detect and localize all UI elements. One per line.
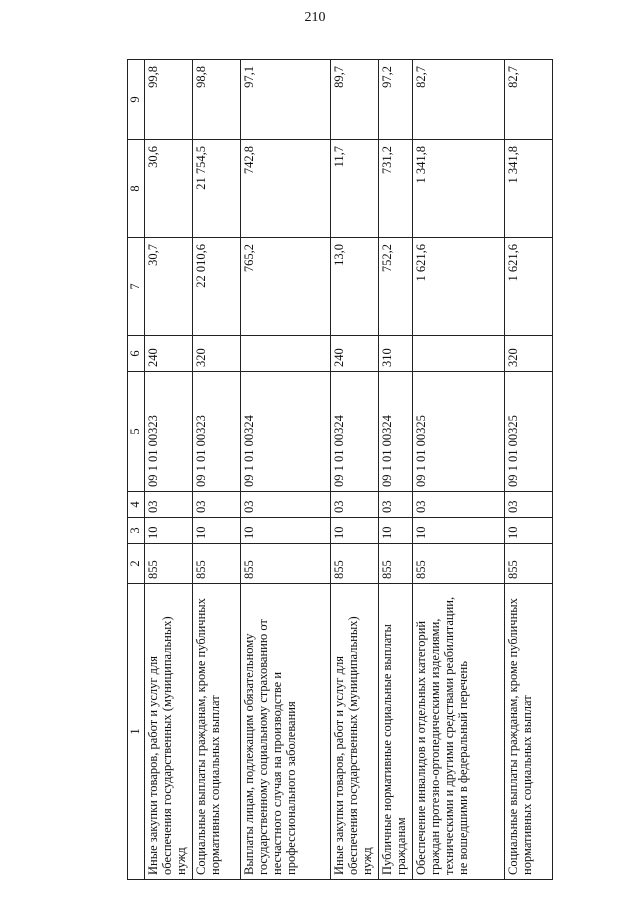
cell-section: 10 — [145, 518, 193, 544]
row-name: Социальные выплаты гражданам, кроме публичных нормативных социальных выплат — [193, 584, 241, 880]
table-row — [413, 60, 505, 880]
cell-actual: 1 341,8 — [413, 140, 505, 238]
cell-code: 855 — [241, 544, 331, 584]
cell-subsection: 03 — [193, 492, 241, 518]
table-row — [379, 60, 413, 880]
header-cell: 1 — [128, 584, 145, 880]
cell-plan: 1 621,6 — [413, 238, 505, 336]
row-name: Социальные выплаты гражданам, кроме публичных нормативных социальных выплат — [505, 584, 553, 880]
cell-section: 10 — [413, 518, 505, 544]
cell-article: 09 1 01 00325 — [413, 372, 505, 492]
header-cell: 3 — [128, 518, 145, 544]
cell-subsection: 03 — [413, 492, 505, 518]
page-number: 210 — [304, 10, 326, 25]
cell-code: 855 — [331, 544, 379, 584]
cell-expense-type: 240 — [145, 336, 193, 372]
cell-section: 10 — [193, 518, 241, 544]
cell-code: 855 — [505, 544, 553, 584]
cell-percent: 82,7 — [505, 60, 553, 140]
header-cell: 8 — [128, 140, 145, 238]
cell-section: 10 — [241, 518, 331, 544]
cell-plan: 13,0 — [331, 238, 379, 336]
cell-plan: 22 010,6 — [193, 238, 241, 336]
budget-table — [127, 59, 553, 880]
cell-code: 855 — [193, 544, 241, 584]
cell-plan: 752,2 — [379, 238, 413, 336]
cell-article: 09 1 01 00324 — [379, 372, 413, 492]
cell-subsection: 03 — [145, 492, 193, 518]
cell-expense-type — [413, 336, 505, 372]
header-cell: 9 — [128, 60, 145, 140]
cell-article: 09 1 01 00323 — [193, 372, 241, 492]
cell-subsection: 03 — [241, 492, 331, 518]
header-row — [128, 60, 145, 880]
cell-percent: 98,8 — [193, 60, 241, 140]
cell-actual: 30,6 — [145, 140, 193, 238]
table-row — [505, 60, 553, 880]
cell-expense-type: 310 — [379, 336, 413, 372]
cell-section: 10 — [505, 518, 553, 544]
cell-plan: 1 621,6 — [505, 238, 553, 336]
table-row — [145, 60, 193, 880]
cell-actual: 21 754,5 — [193, 140, 241, 238]
cell-subsection: 03 — [379, 492, 413, 518]
cell-percent: 99,8 — [145, 60, 193, 140]
row-name: Иные закупки товаров, работ и услуг для обеспечения государственных (муниципальных) нужд — [331, 584, 379, 880]
cell-percent: 97,1 — [241, 60, 331, 140]
table-row — [331, 60, 379, 880]
table-row — [241, 60, 331, 880]
cell-actual: 731,2 — [379, 140, 413, 238]
cell-plan: 765,2 — [241, 238, 331, 336]
rotated-table-container — [127, 60, 547, 880]
cell-percent: 97,2 — [379, 60, 413, 140]
cell-subsection: 03 — [505, 492, 553, 518]
cell-actual: 11,7 — [331, 140, 379, 238]
cell-section: 10 — [379, 518, 413, 544]
cell-expense-type: 320 — [505, 336, 553, 372]
cell-subsection: 03 — [331, 492, 379, 518]
cell-percent: 89,7 — [331, 60, 379, 140]
cell-article: 09 1 01 00324 — [241, 372, 331, 492]
cell-section: 10 — [331, 518, 379, 544]
header-cell: 5 — [128, 372, 145, 492]
table-row — [193, 60, 241, 880]
row-name: Публичные нормативные социальные выплаты гражданам — [379, 584, 413, 880]
cell-plan: 30,7 — [145, 238, 193, 336]
cell-code: 855 — [379, 544, 413, 584]
cell-expense-type — [241, 336, 331, 372]
cell-expense-type: 320 — [193, 336, 241, 372]
cell-actual: 742,8 — [241, 140, 331, 238]
header-cell: 7 — [128, 238, 145, 336]
cell-article: 09 1 01 00325 — [505, 372, 553, 492]
cell-actual: 1 341,8 — [505, 140, 553, 238]
row-name: Иные закупки товаров, работ и услуг для обеспечения государственных (муниципальных) нужд — [145, 584, 193, 880]
row-name: Обеспечение инвалидов и отдельных категорий граждан протезно-ортопедическими изделиями, техническими и другими средствами реабилитации, не вошедшими в федеральный перечень — [413, 584, 505, 880]
header-cell: 4 — [128, 492, 145, 518]
header-cell: 2 — [128, 544, 145, 584]
header-cell: 6 — [128, 336, 145, 372]
cell-code: 855 — [413, 544, 505, 584]
cell-percent: 82,7 — [413, 60, 505, 140]
cell-expense-type: 240 — [331, 336, 379, 372]
row-name: Выплаты лицам, подлежащим обязательному государственному социальному страхованию от несчастного случая на производстве и профессионального заболевания — [241, 584, 331, 880]
cell-article: 09 1 01 00324 — [331, 372, 379, 492]
cell-article: 09 1 01 00323 — [145, 372, 193, 492]
cell-code: 855 — [145, 544, 193, 584]
